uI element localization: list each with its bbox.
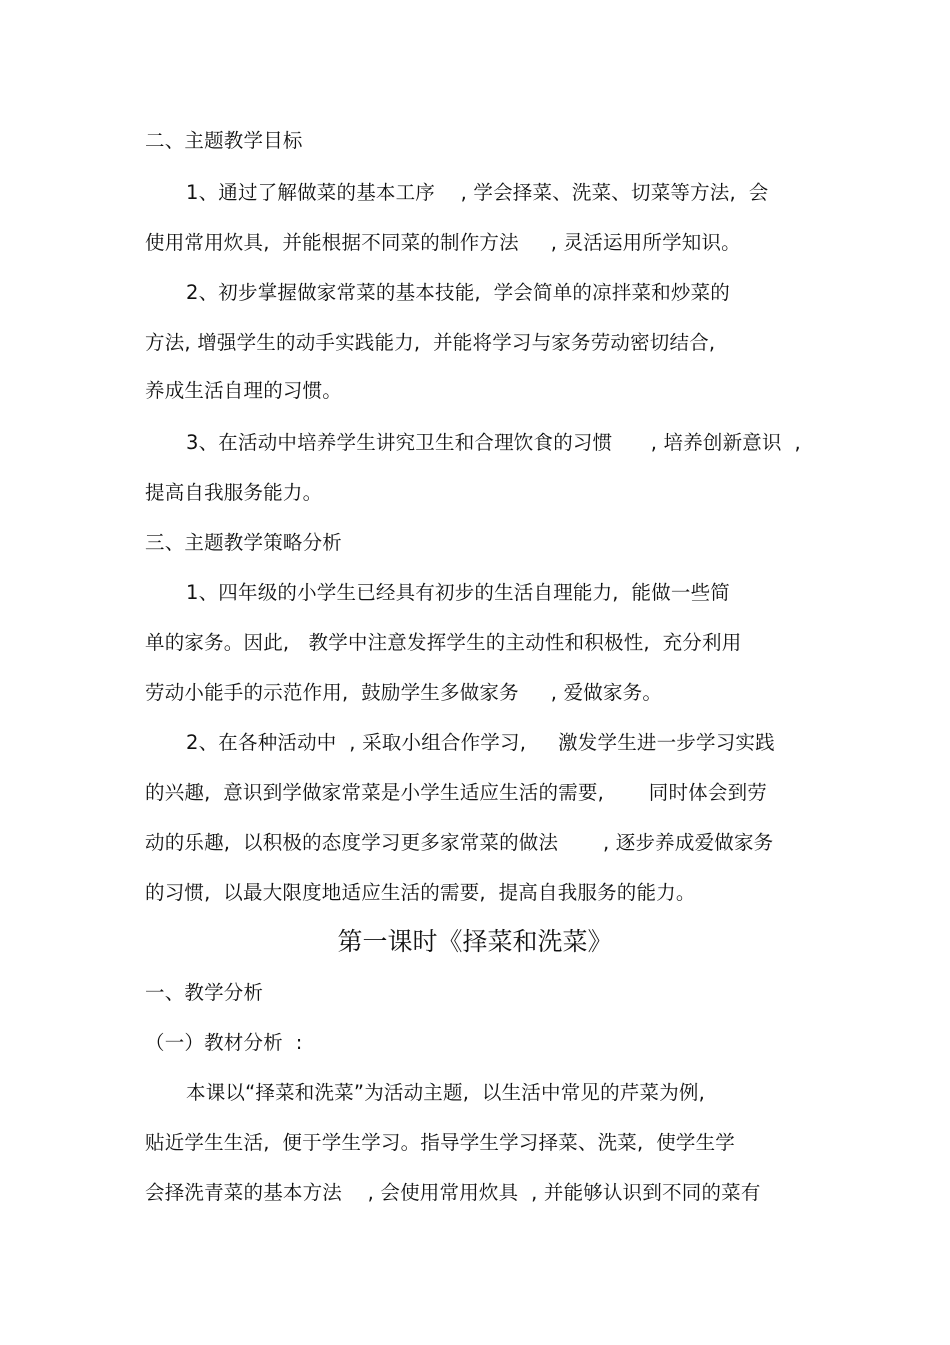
paragraph-line: 的兴趣, 意识到学做家常菜是小学生适应生活的需要, 同时体会到劳 (145, 781, 767, 804)
paragraph-line: 会择洗青菜的基本方法 , 会使用常用炊具 , 并能够认识到不同的菜有 (145, 1181, 761, 1204)
paragraph-line: 劳动小能手的示范作用, 鼓励学生多做家务 , 爱做家务。 (145, 681, 663, 704)
paragraph-line: 3、在活动中培养学生讲究卫生和合理饮食的习惯 , 培养创新意识 , (186, 431, 801, 454)
section-heading-analysis: 一、教学分析 (145, 981, 264, 1004)
paragraph-line: 2、在各种活动中 , 采取小组合作学习, 激发学生进一步学习实践 (186, 731, 775, 754)
paragraph-line: 单的家务。因此, 教学中注意发挥学生的主动性和积极性, 充分利用 (145, 631, 742, 654)
paragraph-line: 2、初步掌握做家常菜的基本技能, 学会简单的凉拌菜和炒菜的 (186, 281, 731, 304)
paragraph-line: 动的乐趣, 以积极的态度学习更多家常菜的做法 , 逐步养成爱做家务 (145, 831, 774, 854)
paragraph-line: 提高自我服务能力。 (145, 481, 323, 504)
paragraph-line: 方法, 增强学生的动手实践能力, 并能将学习与家务劳动密切结合, (145, 331, 716, 354)
paragraph-line: 的习惯, 以最大限度地适应生活的需要, 提高自我服务的能力。 (145, 881, 696, 904)
paragraph-line: 1、四年级的小学生已经具有初步的生活自理能力, 能做一些简 (186, 581, 731, 604)
paragraph-line: 养成生活自理的习惯。 (145, 379, 343, 402)
paragraph-line: 1、通过了解做菜的基本工序 , 学会择菜、洗菜、切菜等方法, 会 (186, 181, 769, 204)
section-heading-goals: 二、主题教学目标 (145, 129, 303, 152)
section-heading-strategy: 三、主题教学策略分析 (145, 531, 343, 554)
paragraph-line: 本课以“择菜和洗菜”为活动主题, 以生活中常见的芹菜为例, (186, 1081, 705, 1104)
paragraph-line: 贴近学生生活, 便于学生学习。指导学生学习择菜、洗菜, 使学生学 (145, 1131, 735, 1154)
lesson-title: 第一课时《择菜和洗菜》 (337, 927, 613, 956)
paragraph-line: 使用常用炊具, 并能根据不同菜的制作方法 , 灵活运用所学知识。 (145, 231, 741, 254)
subsection-heading: （一）教材分析 : (145, 1031, 303, 1054)
